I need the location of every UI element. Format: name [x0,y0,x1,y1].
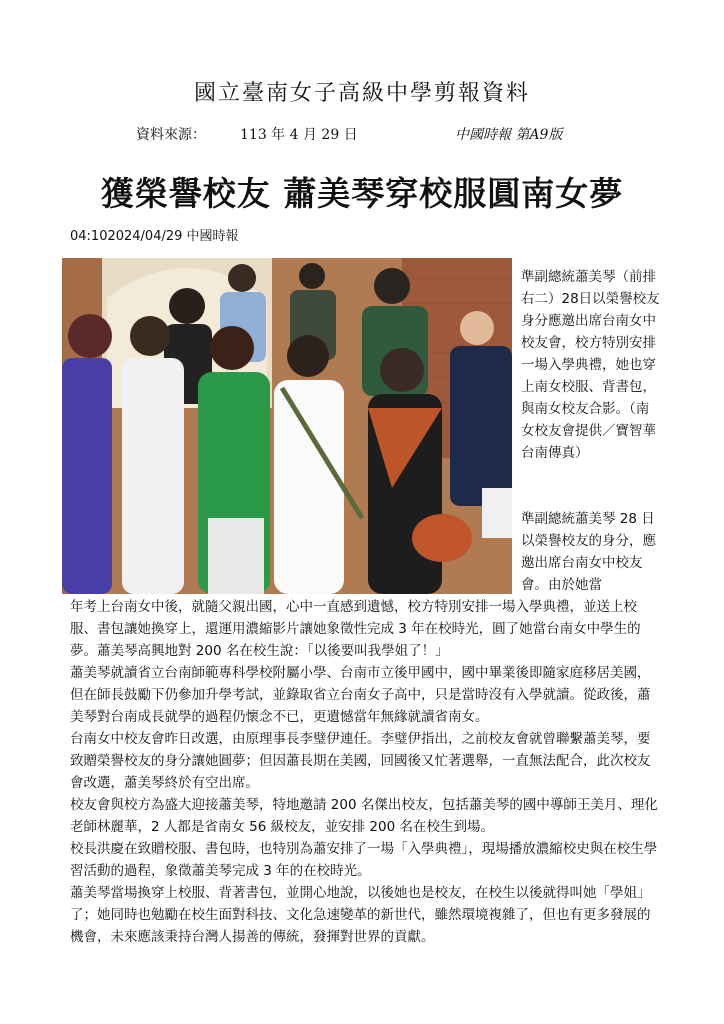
article-dateline: 04:102024/04/29 中國時報 [70,229,239,244]
article-paragraph-6: 蕭美琴當場換穿上校服、背著書包，並開心地說，以後她也是校友，在校生以後就得叫她「學姐」了；她同時也勉勵在校生面對科技、文化急速變革的新世代，雖然環境複雜了，但也有更多發展的機會，未來應該秉持台灣人揚善的傳統，發揮對世界的貢獻。 [70,885,651,945]
photo-caption: 準副總統蕭美琴（前排右二）28日以榮譽校友身分應邀出席台南女中校友會，校方特別安排一場入學典禮，她也穿上南女校服、背書包，與南女校友合影。（南女校友會提供／寶智華台南傳真） [521,269,660,461]
source-date: 113 年 4 月 29 日 [240,127,358,143]
article-paragraph-3: 台南女中校友會昨日改選，由原理事長李璧伊連任。李璧伊指出，之前校友會就曾聯繫蕭美琴，要致贈榮譽校友的身分讓她圓夢；但因蕭長期在美國，回國後又忙著選舉，一直無法配合，此次校友會改選，蕭美琴終於有空出席。 [70,731,651,791]
article-paragraph-5: 校長洪慶在致贈校服、書包時，也特別為蕭安排了一場「入學典禮」，現場播放濃縮校史與在校生學習活動的過程，象徵蕭美琴完成 3 年的在校時光。 [70,841,658,879]
article-side-text: 準副總統蕭美琴 28 日以榮譽校友的身分，應邀出席台南女中校友會。由於她當 [521,511,656,593]
clipping-header-title: 國立臺南女子高級中學剪報資料 [193,81,530,106]
article-headline: 獲榮譽校友 蕭美琴穿校服圓南女夢 [100,174,624,213]
article-paragraph-2: 蕭美琴就讀省立台南師範專科學校附屬小學、台南市立後甲國中，國中畢業後即隨家庭移居美國，但在師長鼓勵下仍參加升學考試，並錄取省立台南女子高中，只是當時沒有入學就讀。從政後，蕭美琴對台南成長就學的過程仍懷念不已，更遺憾當年無緣就讀省南女。 [70,665,651,725]
article-paragraph-4: 校友會與校方為盛大迎接蕭美琴，特地邀請 200 名傑出校友，包括蕭美琴的國中導師王美月、理化老師林麗華，2 人都是省南女 56 級校友，並安排 200 名在校生到場。 [70,797,658,835]
article-body [70,596,660,948]
source-line [0,124,724,144]
source-paper: 中國時報 第A9版 [455,127,563,143]
source-label: 資料來源： [136,127,206,143]
group-photo-illustration [62,258,512,594]
news-photo [62,258,512,594]
article-paragraph-1: 年考上台南女中後，就隨父親出國，心中一直感到遺憾，校方特別安排一場入學典禮，並送上校服、書包讓她換穿上，還運用濃縮影片讓她象徵性完成 3 年在校時光，圓了她當台南女中學生的夢。蕭美琴高興地對 200 名在校生說：「以後要叫我學姐了！」 [70,599,641,659]
